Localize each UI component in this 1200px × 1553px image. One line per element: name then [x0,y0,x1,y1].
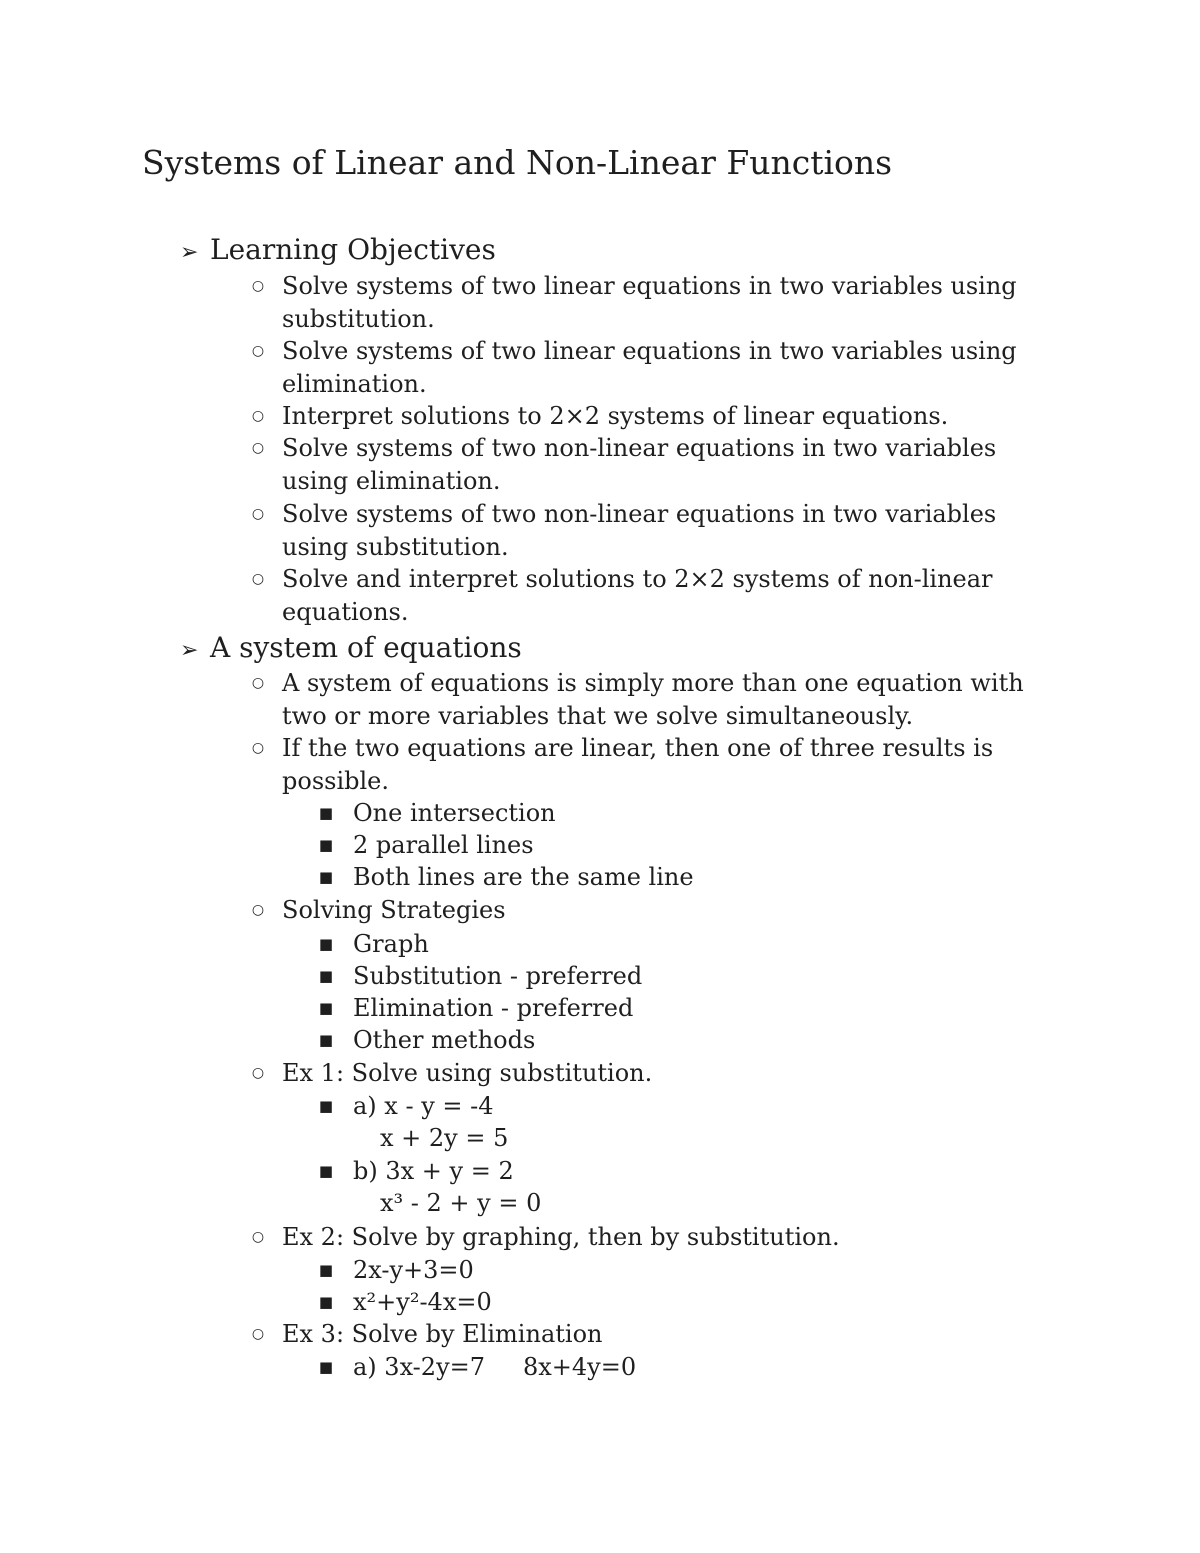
hollow-circle-icon: ○ [251,278,265,294]
filled-square-icon: ■ [318,1358,334,1376]
equation-line: x³ - 2 + y = 0 [380,1189,542,1217]
filled-square-icon: ■ [318,804,334,822]
section-system-of-equations [180,631,522,668]
section-heading: Learning Objectives [210,233,496,266]
list-item [248,335,1048,400]
sub-list-item-text: Both lines are the same line [353,863,694,891]
sub-list-item-text: One intersection [353,799,556,827]
list-item-text: Solve systems of two linear equations in two variables using substitution. [282,272,1017,333]
equation-line: a) x - y = -4 [353,1092,494,1120]
list-item-text: Solving Strategies [282,896,506,924]
sub-list-item [316,1024,535,1057]
list-item-text: If the two equations are linear, then one of three results is possible. [282,734,994,795]
hollow-circle-icon: ○ [251,440,265,456]
list-item [248,1221,1048,1254]
arrowhead-icon: ➢ [180,638,199,663]
list-item [248,498,1048,563]
list-item [248,1318,1048,1351]
list-item-text: Solve systems of two linear equations in two variables using elimination. [282,337,1017,398]
filled-square-icon: ■ [318,836,334,854]
equation-line: x²+y²-4x=0 [353,1288,492,1316]
list-item [248,563,1048,628]
filled-square-icon: ■ [318,1293,334,1311]
section-learning-objectives [180,233,496,270]
equation-line: b) 3x + y = 2 [353,1157,514,1185]
filled-square-icon: ■ [318,1031,334,1049]
filled-square-icon: ■ [318,868,334,886]
sub-list-item [316,1286,492,1319]
equation-line [353,1351,636,1384]
list-item-text: Solve and interpret solutions to 2×2 systems of non-linear equations. [282,565,993,626]
list-item-text: Ex 3: Solve by Elimination [282,1320,603,1348]
hollow-circle-icon: ○ [251,571,265,587]
list-item-text: Ex 1: Solve using substitution. [282,1059,653,1087]
sub-list-item-text: Other methods [353,1026,536,1054]
sub-list-item [316,829,534,862]
section-heading: A system of equations [210,631,522,664]
equation-part: 8x+4y=0 [523,1353,637,1381]
list-item-text: Ex 2: Solve by graphing, then by substitution. [282,1223,840,1251]
equation-line: 2x-y+3=0 [353,1256,474,1284]
equation-line: x + 2y = 5 [380,1124,509,1152]
filled-square-icon: ■ [318,999,334,1017]
page-title: Systems of Linear and Non-Linear Functions [142,143,893,182]
filled-square-icon: ■ [318,1261,334,1279]
list-item [248,432,1048,497]
hollow-circle-icon: ○ [251,343,265,359]
list-item-text: Solve systems of two non-linear equations in two variables using substitution. [282,500,997,561]
sub-list-item-text: Graph [353,930,429,958]
filled-square-icon: ■ [318,967,334,985]
sub-list-item [316,960,642,993]
list-item [248,1057,1048,1090]
list-item-text: Interpret solutions to 2×2 systems of linear equations. [282,402,949,430]
hollow-circle-icon: ○ [251,902,265,918]
list-item [248,732,1048,797]
list-item [248,400,1048,433]
filled-square-icon: ■ [318,1097,334,1115]
filled-square-icon: ■ [318,935,334,953]
hollow-circle-icon: ○ [251,1065,265,1081]
sub-list-item [316,1351,636,1384]
list-item [248,270,1048,335]
sub-list-item [316,1155,514,1188]
filled-square-icon: ■ [318,1162,334,1180]
sub-list-item [316,797,556,830]
sub-list-item-text: 2 parallel lines [353,831,534,859]
sub-list-item [316,928,429,961]
hollow-circle-icon: ○ [251,1326,265,1342]
hollow-circle-icon: ○ [251,1229,265,1245]
hollow-circle-icon: ○ [251,408,265,424]
list-item-text: Solve systems of two non-linear equations in two variables using elimination. [282,434,997,495]
list-item [248,894,1048,927]
list-item [248,667,1048,732]
sub-list-item [316,861,694,894]
sub-list-item [316,1090,494,1123]
list-item-text: A system of equations is simply more than one equation with two or more variables that we solve simultaneously. [282,669,1024,730]
sub-list-item [316,1254,474,1287]
sub-list-item [316,992,633,1025]
equation-part: a) 3x-2y=7 [353,1353,485,1381]
hollow-circle-icon: ○ [251,675,265,691]
sub-list-item-text: Elimination - preferred [353,994,634,1022]
sub-list-item-text: Substitution - preferred [353,962,643,990]
hollow-circle-icon: ○ [251,506,265,522]
arrowhead-icon: ➢ [180,240,199,265]
hollow-circle-icon: ○ [251,740,265,756]
